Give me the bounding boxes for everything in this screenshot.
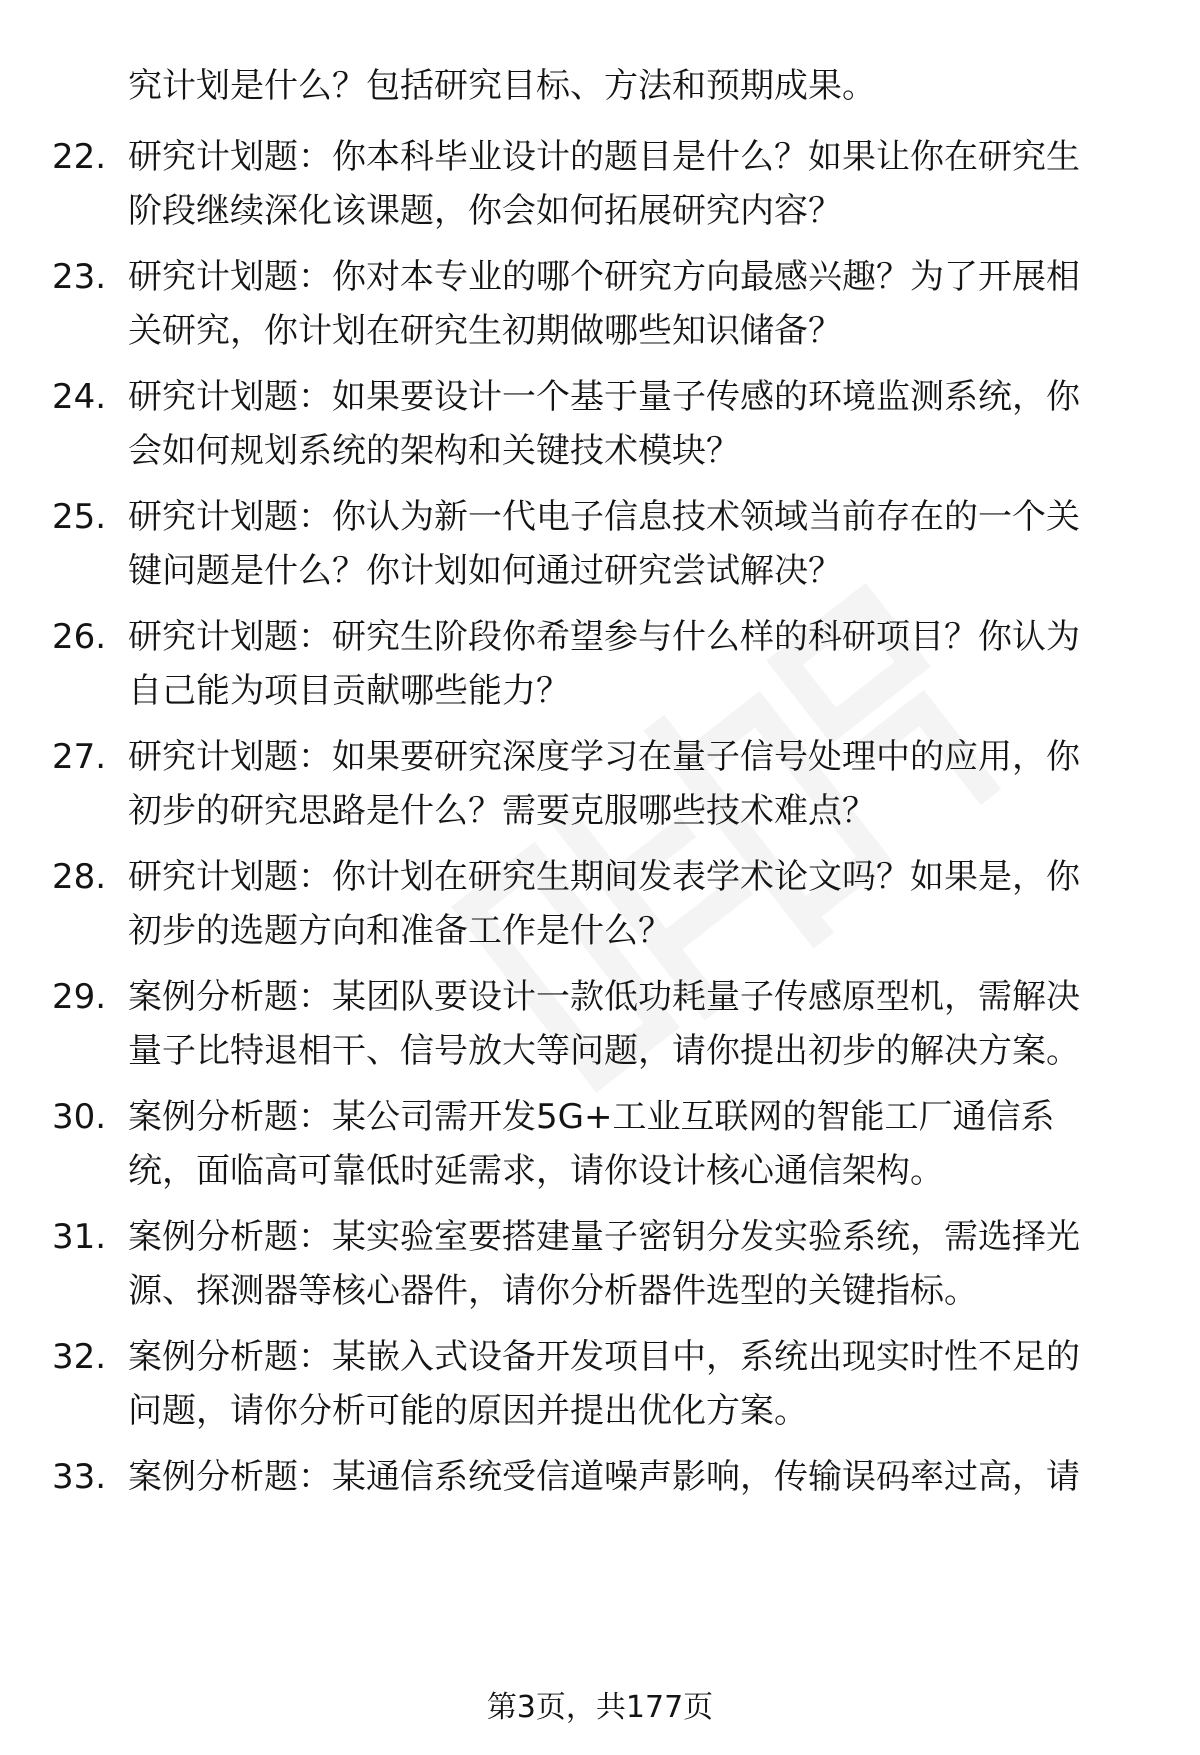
item-text-line: 研究计划题：你本科毕业设计的题目是什么？如果让你在研究生 bbox=[128, 137, 1080, 177]
item-number: 28. bbox=[52, 857, 107, 897]
item-text-line: 研究计划题：你计划在研究生期间发表学术论文吗？如果是，你 bbox=[128, 857, 1080, 897]
item-text-line: 键问题是什么？你计划如何通过研究尝试解决？ bbox=[128, 551, 842, 591]
item-text-line: 初步的选题方向和准备工作是什么？ bbox=[128, 911, 672, 951]
item-number: 33. bbox=[52, 1457, 107, 1497]
item-text-line: 关研究，你计划在研究生初期做哪些知识储备？ bbox=[128, 311, 842, 351]
item-text-line: 案例分析题：某团队要设计一款低功耗量子传感原型机，需解决 bbox=[128, 977, 1080, 1017]
continuation-line: 究计划是什么？包括研究目标、方法和预期成果。 bbox=[128, 66, 876, 106]
item-text-line: 案例分析题：某通信系统受信道噪声影响，传输误码率过高，请 bbox=[128, 1457, 1080, 1497]
item-text bbox=[128, 970, 1138, 1078]
item-text-line: 源、探测器等核心器件，请你分析器件选型的关键指标。 bbox=[128, 1271, 978, 1311]
item-text-line: 统，面临高可靠低时延需求，请你设计核心通信架构。 bbox=[128, 1151, 944, 1191]
item-text-line: 初步的研究思路是什么？需要克服哪些技术难点？ bbox=[128, 791, 876, 831]
item-text-line: 量子比特退相干、信号放大等问题，请你提出初步的解决方案。 bbox=[128, 1031, 1080, 1071]
item-text bbox=[128, 730, 1138, 838]
item-text-line: 研究计划题：如果要研究深度学习在量子信号处理中的应用，你 bbox=[128, 737, 1080, 777]
item-text-line: 研究计划题：如果要设计一个基于量子传感的环境监测系统，你 bbox=[128, 377, 1080, 417]
item-text-line: 研究计划题：研究生阶段你希望参与什么样的科研项目？你认为 bbox=[128, 617, 1080, 657]
item-number: 27. bbox=[52, 737, 107, 777]
item-text bbox=[128, 610, 1138, 718]
item-text bbox=[128, 1090, 1138, 1198]
item-number: 23. bbox=[52, 257, 107, 297]
item-text-line: 自己能为项目贡献哪些能力？ bbox=[128, 671, 570, 711]
item-number: 26. bbox=[52, 617, 107, 657]
item-number: 29. bbox=[52, 977, 107, 1017]
item-text-line: 案例分析题：某实验室要搭建量子密钥分发实验系统，需选择光 bbox=[128, 1217, 1080, 1257]
item-text bbox=[128, 370, 1138, 478]
item-number: 32. bbox=[52, 1337, 107, 1377]
item-text-line: 会如何规划系统的架构和关键技术模块？ bbox=[128, 431, 740, 471]
item-text-line: 阶段继续深化该课题，你会如何拓展研究内容？ bbox=[128, 191, 842, 231]
item-number: 30. bbox=[52, 1097, 107, 1137]
item-number: 25. bbox=[52, 497, 107, 537]
item-number: 31. bbox=[52, 1217, 107, 1257]
item-text-line: 研究计划题：你对本专业的哪个研究方向最感兴趣？为了开展相 bbox=[128, 257, 1080, 297]
item-text bbox=[128, 1330, 1138, 1438]
item-text bbox=[128, 490, 1138, 598]
item-text bbox=[128, 1210, 1138, 1318]
item-number: 24. bbox=[52, 377, 107, 417]
page-footer: 第3页，共177页 bbox=[486, 1690, 714, 1725]
item-text bbox=[128, 850, 1138, 958]
item-text bbox=[128, 1450, 1138, 1504]
item-text bbox=[128, 250, 1138, 358]
item-text-line: 案例分析题：某嵌入式设备开发项目中，系统出现实时性不足的 bbox=[128, 1337, 1080, 1377]
item-text-line: 案例分析题：某公司需开发5G+工业互联网的智能工厂通信系 bbox=[128, 1097, 1055, 1137]
item-number: 22. bbox=[52, 137, 107, 177]
item-text-line: 研究计划题：你认为新一代电子信息技术领域当前存在的一个关 bbox=[128, 497, 1080, 537]
item-text-line: 问题，请你分析可能的原因并提出优化方案。 bbox=[128, 1391, 808, 1431]
item-text bbox=[128, 130, 1138, 238]
